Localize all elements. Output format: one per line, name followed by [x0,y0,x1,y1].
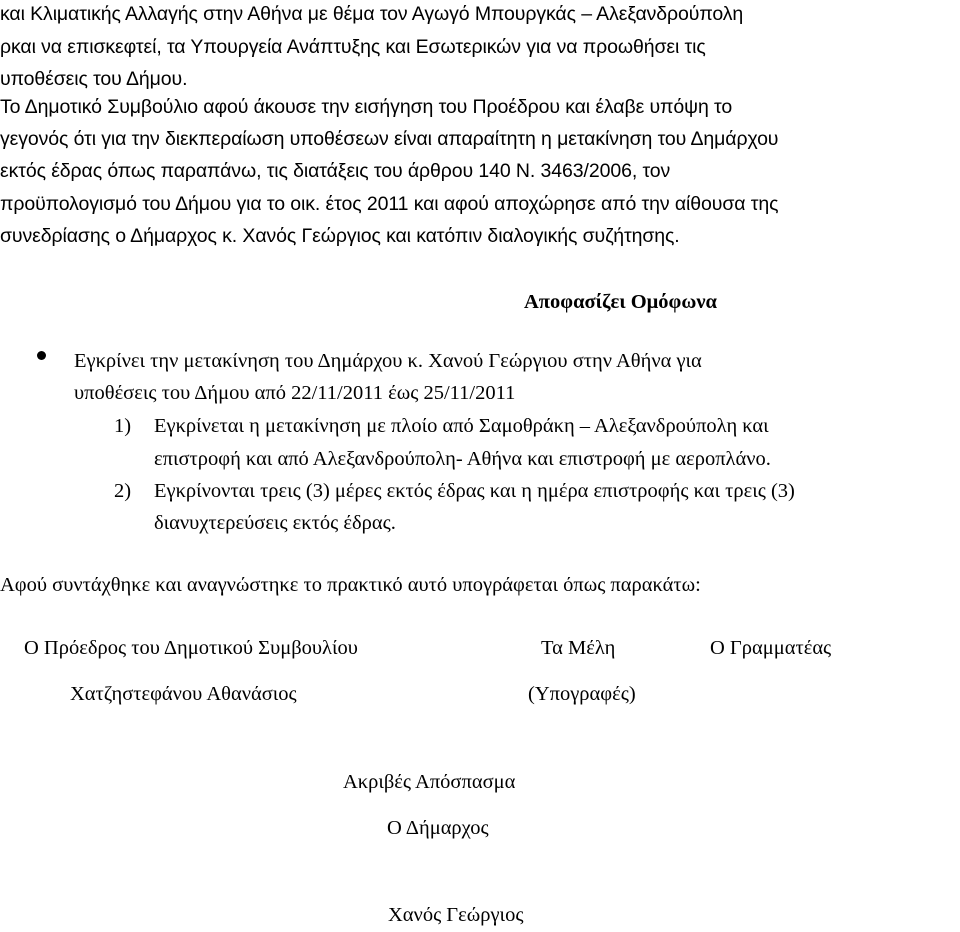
council-line-5: συνεδρίασης ο Δήμαρχος κ. Χανός Γεώργιος και κατόπιν διαλογικής συζήτησης. [0,225,680,247]
council-line-1: Το Δημοτικό Συμβούλιο αφού άκουσε την εισήγηση του Προέδρου και έλαβε υπόψη το [0,96,733,118]
council-line-3: εκτός έδρας όπως παραπάνω, τις διατάξεις του άρθρου 140 Ν. 3463/2006, τον [0,160,671,182]
numbered-item-2-line-2: διανυχτερεύσεις εκτός έδρας. [154,512,396,534]
numbered-item-2-number: 2) [114,480,132,502]
numbered-item-1-line-2: επιστροφή και από Αλεξανδρούπολη- Αθήνα και επιστροφή με αεροπλάνο. [154,448,771,470]
numbered-item-1-number: 1) [114,415,132,437]
numbered-item-1-line-1: Εγκρίνεται η μετακίνηση με πλοίο από Σαμοθράκη – Αλεξανδρούπολη και [154,415,769,437]
members-note: (Υπογραφές) [528,683,636,705]
members-title: Τα Μέλη [541,637,616,659]
intro-line-1: και Κλιματικής Αλλαγής στην Αθήνα με θέμα τον Αγωγό Μπουργκάς – Αλεξανδρούπολη [0,3,744,25]
president-name: Χατζηστεφάνου Αθανάσιος [70,683,297,705]
bullet-line-2: υποθέσεις του Δήμου από 22/11/2011 έως 25/11/2011 [74,382,516,404]
bullet-icon [37,351,46,360]
certification-label: Ακριβές Απόσπασμα [343,771,516,793]
decision-heading: Αποφασίζει Ομόφωνα [524,291,717,313]
mayor-name: Χανός Γεώργιος [388,904,524,926]
council-line-2: γεγονός ότι για την διεκπεραίωση υποθέσεων είναι απαραίτητη η μετακίνηση του Δημάρχου [0,128,779,150]
mayor-title: Ο Δήμαρχος [387,817,489,839]
president-title: Ο Πρόεδρος του Δημοτικού Συμβουλίου [24,637,358,659]
intro-line-2: ρκαι να επισκεφτεί, τα Υπουργεία Ανάπτυξης και Εσωτερικών για να προωθήσει τις [0,36,706,58]
bullet-line-1: Εγκρίνει την μετακίνηση του Δημάρχου κ. Χανού Γεώργιου στην Αθήνα για [74,350,702,372]
secretary-title: Ο Γραμματέας [710,637,832,659]
council-line-4: προϋπολογισμό του Δήμου για το οικ. έτος 2011 και αφού αποχώρησε από την αίθουσα της [0,193,779,215]
numbered-item-2-line-1: Εγκρίνονται τρεις (3) μέρες εκτός έδρας και η ημέρα επιστροφής και τρεις (3) [154,480,795,502]
intro-line-3: υποθέσεις του Δήμου. [0,68,188,90]
closing-statement: Αφού συντάχθηκε και αναγνώστηκε το πρακτικό αυτό υπογράφεται όπως παρακάτω: [0,574,701,596]
